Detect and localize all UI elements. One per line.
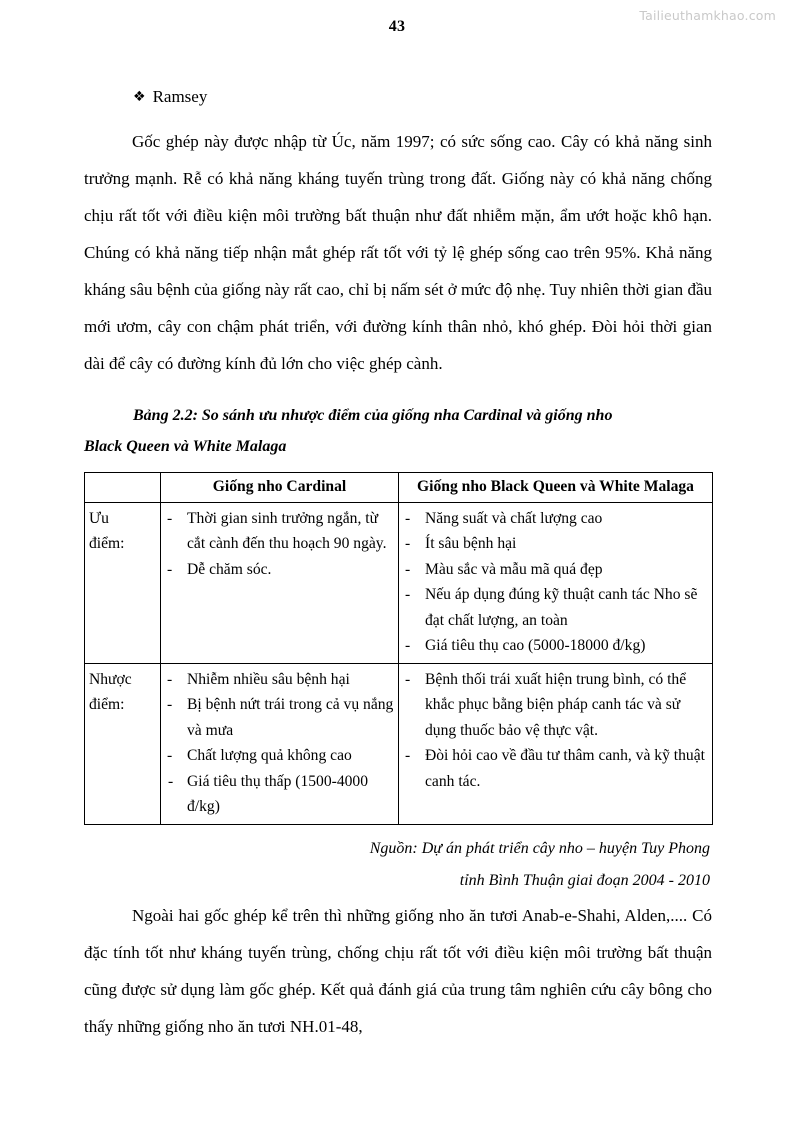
list-item: - Đòi hỏi cao về đầu tư thâm canh, và kỹ thuật canh tác. — [403, 743, 708, 794]
comparison-table — [84, 472, 713, 825]
list-item: - Dễ chăm sóc. — [165, 557, 394, 583]
disadvantages-black-queen-list — [403, 667, 708, 795]
paragraph-other-rootstocks: Ngoài hai gốc ghép kể trên thì những giống nho ăn tươi Anab-e-Shahi, Alden,.... Có đặc tính tốt như kháng tuyến trùng, chống chịu rất tốt với điều kiện môi trường bất thuận cũng được sử dụng làm gốc ghép. Kết quả đánh giá của trung tâm nghiên cứu cây bông cho thấy những giống nho ăn tươi NH.01-48, — [84, 905, 712, 1036]
list-item: - Năng suất và chất lượng cao — [403, 506, 708, 532]
cell-disadvantages-black-queen — [399, 663, 713, 824]
row-label-advantages — [85, 502, 161, 663]
table-caption-line-1: Bảng 2.2: So sánh ưu nhược điểm của giống nha Cardinal và giống nho — [133, 406, 613, 424]
section-heading-label: Ramsey — [152, 87, 208, 106]
cell-advantages-cardinal — [161, 502, 399, 663]
list-item: - Màu sắc và mẫu mã quá đẹp — [403, 557, 708, 583]
table-header-cardinal: Giống nho Cardinal — [161, 472, 399, 502]
row-label-line-2: điểm: — [89, 696, 125, 714]
advantages-black-queen-list — [403, 506, 708, 659]
row-label-line-1: Nhược — [89, 670, 132, 688]
cell-disadvantages-cardinal — [161, 663, 399, 824]
diamond-bullet-icon: ❖ — [133, 89, 146, 105]
source-line-1: Nguồn: Dự án phát triển cây nho – huyện Tuy Phong — [369, 839, 710, 857]
page-content — [84, 86, 712, 1045]
source-line-2: tỉnh Bình Thuận giai đoạn 2004 - 2010 — [459, 871, 710, 889]
row-label-line-2: điểm: — [89, 535, 125, 553]
page-number: 43 — [388, 18, 406, 35]
table-header-row — [85, 472, 713, 502]
table-row — [85, 663, 713, 824]
table-caption — [84, 400, 712, 462]
row-label-line-1: Ưu — [89, 509, 109, 527]
cell-advantages-black-queen — [399, 502, 713, 663]
table-caption-line-2: Black Queen và White Malaga — [84, 437, 287, 455]
paragraph-ramsey-description: Gốc ghép này được nhập từ Úc, năm 1997; có sức sống cao. Cây có khả năng sinh trưởng mạnh. Rễ có khả năng kháng tuyến trùng trong đất. Giống này có khả năng chống chịu rất tốt với điều kiện môi trường bất thuận như đất nhiễm mặn, ẩm ướt hoặc khô hạn. Chúng có khả năng tiếp nhận mắt ghép rất tốt với tỷ lệ ghép sống cao trên 95%. Khả năng kháng sâu bệnh của giống này rất cao, chỉ bị nấm sét ở mức độ nhẹ. Tuy nhiên thời gian đầu mới ươm, cây con chậm phát triển, với đường kính thân nhỏ, khó ghép. Đòi hỏi thời gian dài để cây có đường kính đủ lớn cho việc ghép cành. — [84, 131, 712, 373]
table-row — [85, 502, 713, 663]
list-item: - Thời gian sinh trưởng ngắn, từ cắt cành đến thu hoạch 90 ngày. — [165, 506, 394, 557]
list-item: - Giá tiêu thụ thấp (1500-4000 đ/kg) — [165, 769, 394, 820]
list-item: - Nếu áp dụng đúng kỹ thuật canh tác Nho sẽ đạt chất lượng, an toàn — [403, 582, 708, 633]
advantages-cardinal-list — [165, 506, 394, 583]
table-source-note — [84, 833, 712, 897]
disadvantages-cardinal-list — [165, 667, 394, 820]
list-item: - Nhiễm nhiều sâu bệnh hại — [165, 667, 394, 693]
table-header-black-queen: Giống nho Black Queen và White Malaga — [399, 472, 713, 502]
watermark-text: Tailieuthamkhao.com — [639, 8, 776, 23]
list-item: - Bệnh thối trái xuất hiện trung bình, có thể khắc phục bằng biện pháp canh tác và sử dụng thuốc bảo vệ thực vật. — [403, 667, 708, 744]
list-item: - Chất lượng quả không cao — [165, 743, 394, 769]
list-item: - Giá tiêu thụ cao (5000-18000 đ/kg) — [403, 633, 708, 659]
table-header-blank — [85, 472, 161, 502]
row-label-disadvantages — [85, 663, 161, 824]
section-heading — [84, 86, 712, 109]
list-item: - Ít sâu bệnh hại — [403, 531, 708, 557]
list-item: - Bị bệnh nứt trái trong cả vụ nắng và mưa — [165, 692, 394, 743]
